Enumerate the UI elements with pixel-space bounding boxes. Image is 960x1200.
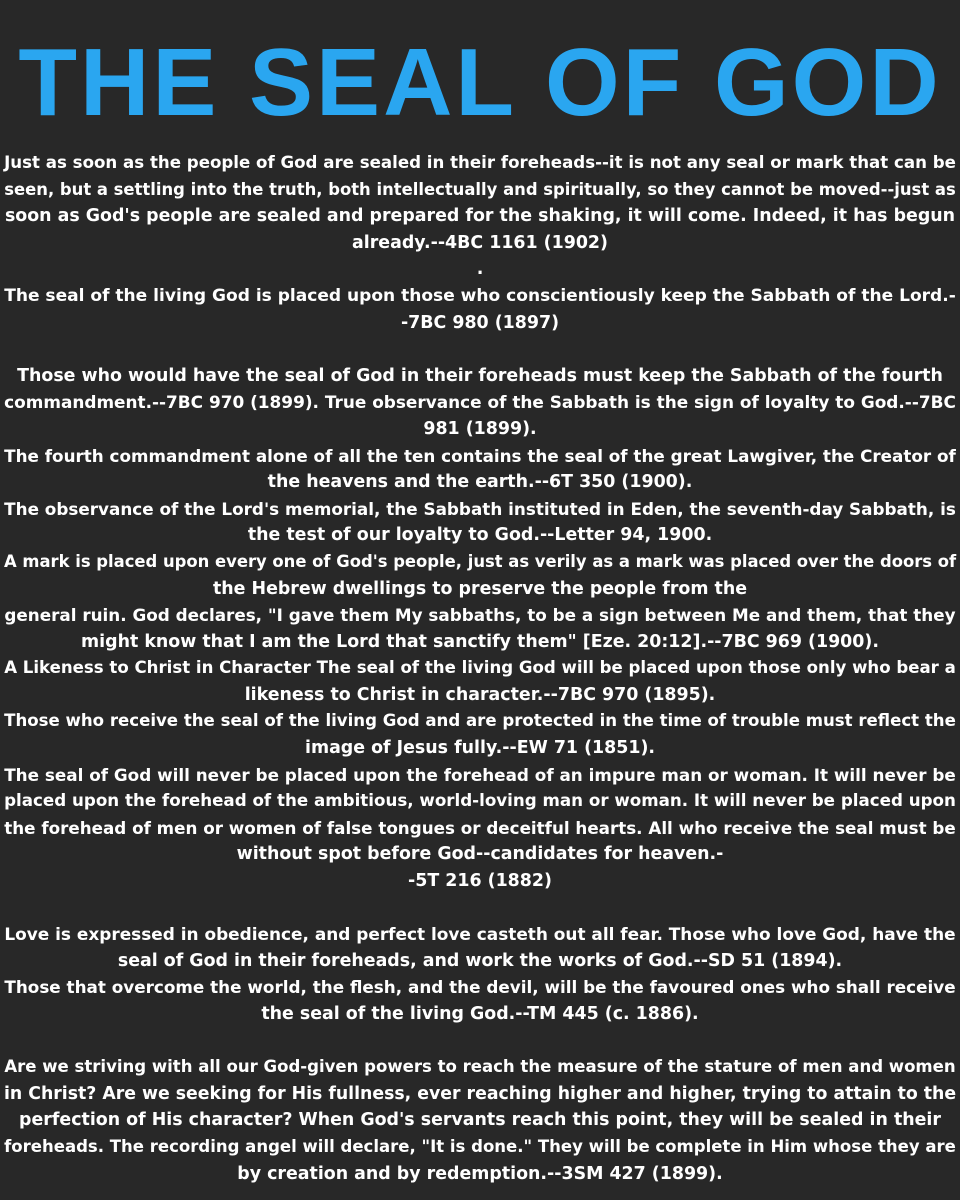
text-line: the heavens and the earth.--6T 350 (1900). [267,472,693,493]
blank-line [4,336,956,363]
text-line: Just as soon as the people of God are sealed in their foreheads--it is not any seal or mark that can be [4,153,956,172]
text-line: by creation and by redemption.--3SM 427 (1899). [237,1163,723,1184]
page-title: THE SEAL OF GOD [18,29,942,136]
text-line: the Hebrew dwellings to preserve the people from the [212,578,748,599]
text-line: Those who would have the seal of God in their foreheads must keep the Sabbath of the fourth [17,365,943,386]
text-line: The seal of the living God is placed upon those who conscientiously keep the Sabbath of the Lord.- [4,285,956,306]
text-line: Love is expressed in obedience, and perfect love casteth out all fear. Those who love God, have the [4,924,956,945]
text-line: perfection of His character? When God's servants reach this point, they will be sealed in their [19,1110,941,1131]
text-line: placed upon the forehead of the ambitious, world-loving man or woman. It will never be placed upon [4,791,956,811]
text-line: likeness to Christ in character.--7BC 970 (1895). [244,684,716,705]
text-line: The seal of God will never be placed upon the forehead of an impure man or woman. It will never be [4,764,956,785]
text-line: image of Jesus fully.--EW 71 (1851). [304,738,655,759]
text-line: the seal of the living God.--TM 445 (c. 1886). [261,1004,699,1024]
text-line: Those that overcome the world, the flesh, and the devil, will be the favoured ones who shall receive [4,977,956,998]
text-line: general ruin. God declares, "I gave them My sabbaths, to be a sign between Me and them, that they [4,605,956,626]
text-line: seen, but a settling into the truth, both intellectually and spiritually, so they cannot be moved--just as [4,179,956,199]
text-line: in Christ? Are we seeking for His fullness, ever reaching higher and higher, trying to attain to the [4,1083,957,1104]
text-line: Are we striving with all our God-given powers to reach the measure of the stature of men and women [4,1057,956,1077]
text-line: without spot before God--candidates for heaven.- [236,844,724,865]
text-line: soon as God's people are sealed and prepared for the shaking, it will come. Indeed, it has begun [4,206,956,227]
text-line: -7BC 980 (1897) [400,312,560,333]
text-line: -5T 216 (1882) [408,871,552,892]
text-line: already.--4BC 1161 (1902) [352,232,608,253]
blank-line [4,895,956,922]
text-line: Those who receive the seal of the living God and are protected in the time of trouble must reflect the [4,711,956,731]
text-line: The fourth commandment alone of all the ten contains the seal of the great Lawgiver, the Creator of [4,445,956,466]
text-line: seal of God in their foreheads, and work the works of God.--SD 51 (1894). [117,950,843,971]
text-line: commandment.--7BC 970 (1899). True observance of the Sabbath is the sign of loyalty to God.--7BC [4,392,956,413]
text-line: the test of our loyalty to God.--Letter 94, 1900. [247,525,713,546]
text-line: foreheads. The recording angel will declare, "It is done." They will be complete in Him whose they are [4,1136,956,1156]
text-line: might know that I am the Lord that sanctify them" [Eze. 20:12].--7BC 969 (1900). [81,631,879,652]
body-text [0,150,960,1187]
blank-line [4,1028,956,1055]
text-line: 981 (1899). [423,418,537,439]
text-line: . [476,259,484,280]
text-line: The observance of the Lord's memorial, the Sabbath instituted in Eden, the seventh-day Sabbath, is [4,498,956,519]
text-line: A Likeness to Christ in Character The seal of the living God will be placed upon those only who bear a [4,658,956,678]
text-line: A mark is placed upon every one of God's people, just as verily as a mark was placed over the doors of [4,551,957,571]
text-line: the forehead of men or women of false tongues or deceitful hearts. All who receive the seal must be [4,817,956,838]
